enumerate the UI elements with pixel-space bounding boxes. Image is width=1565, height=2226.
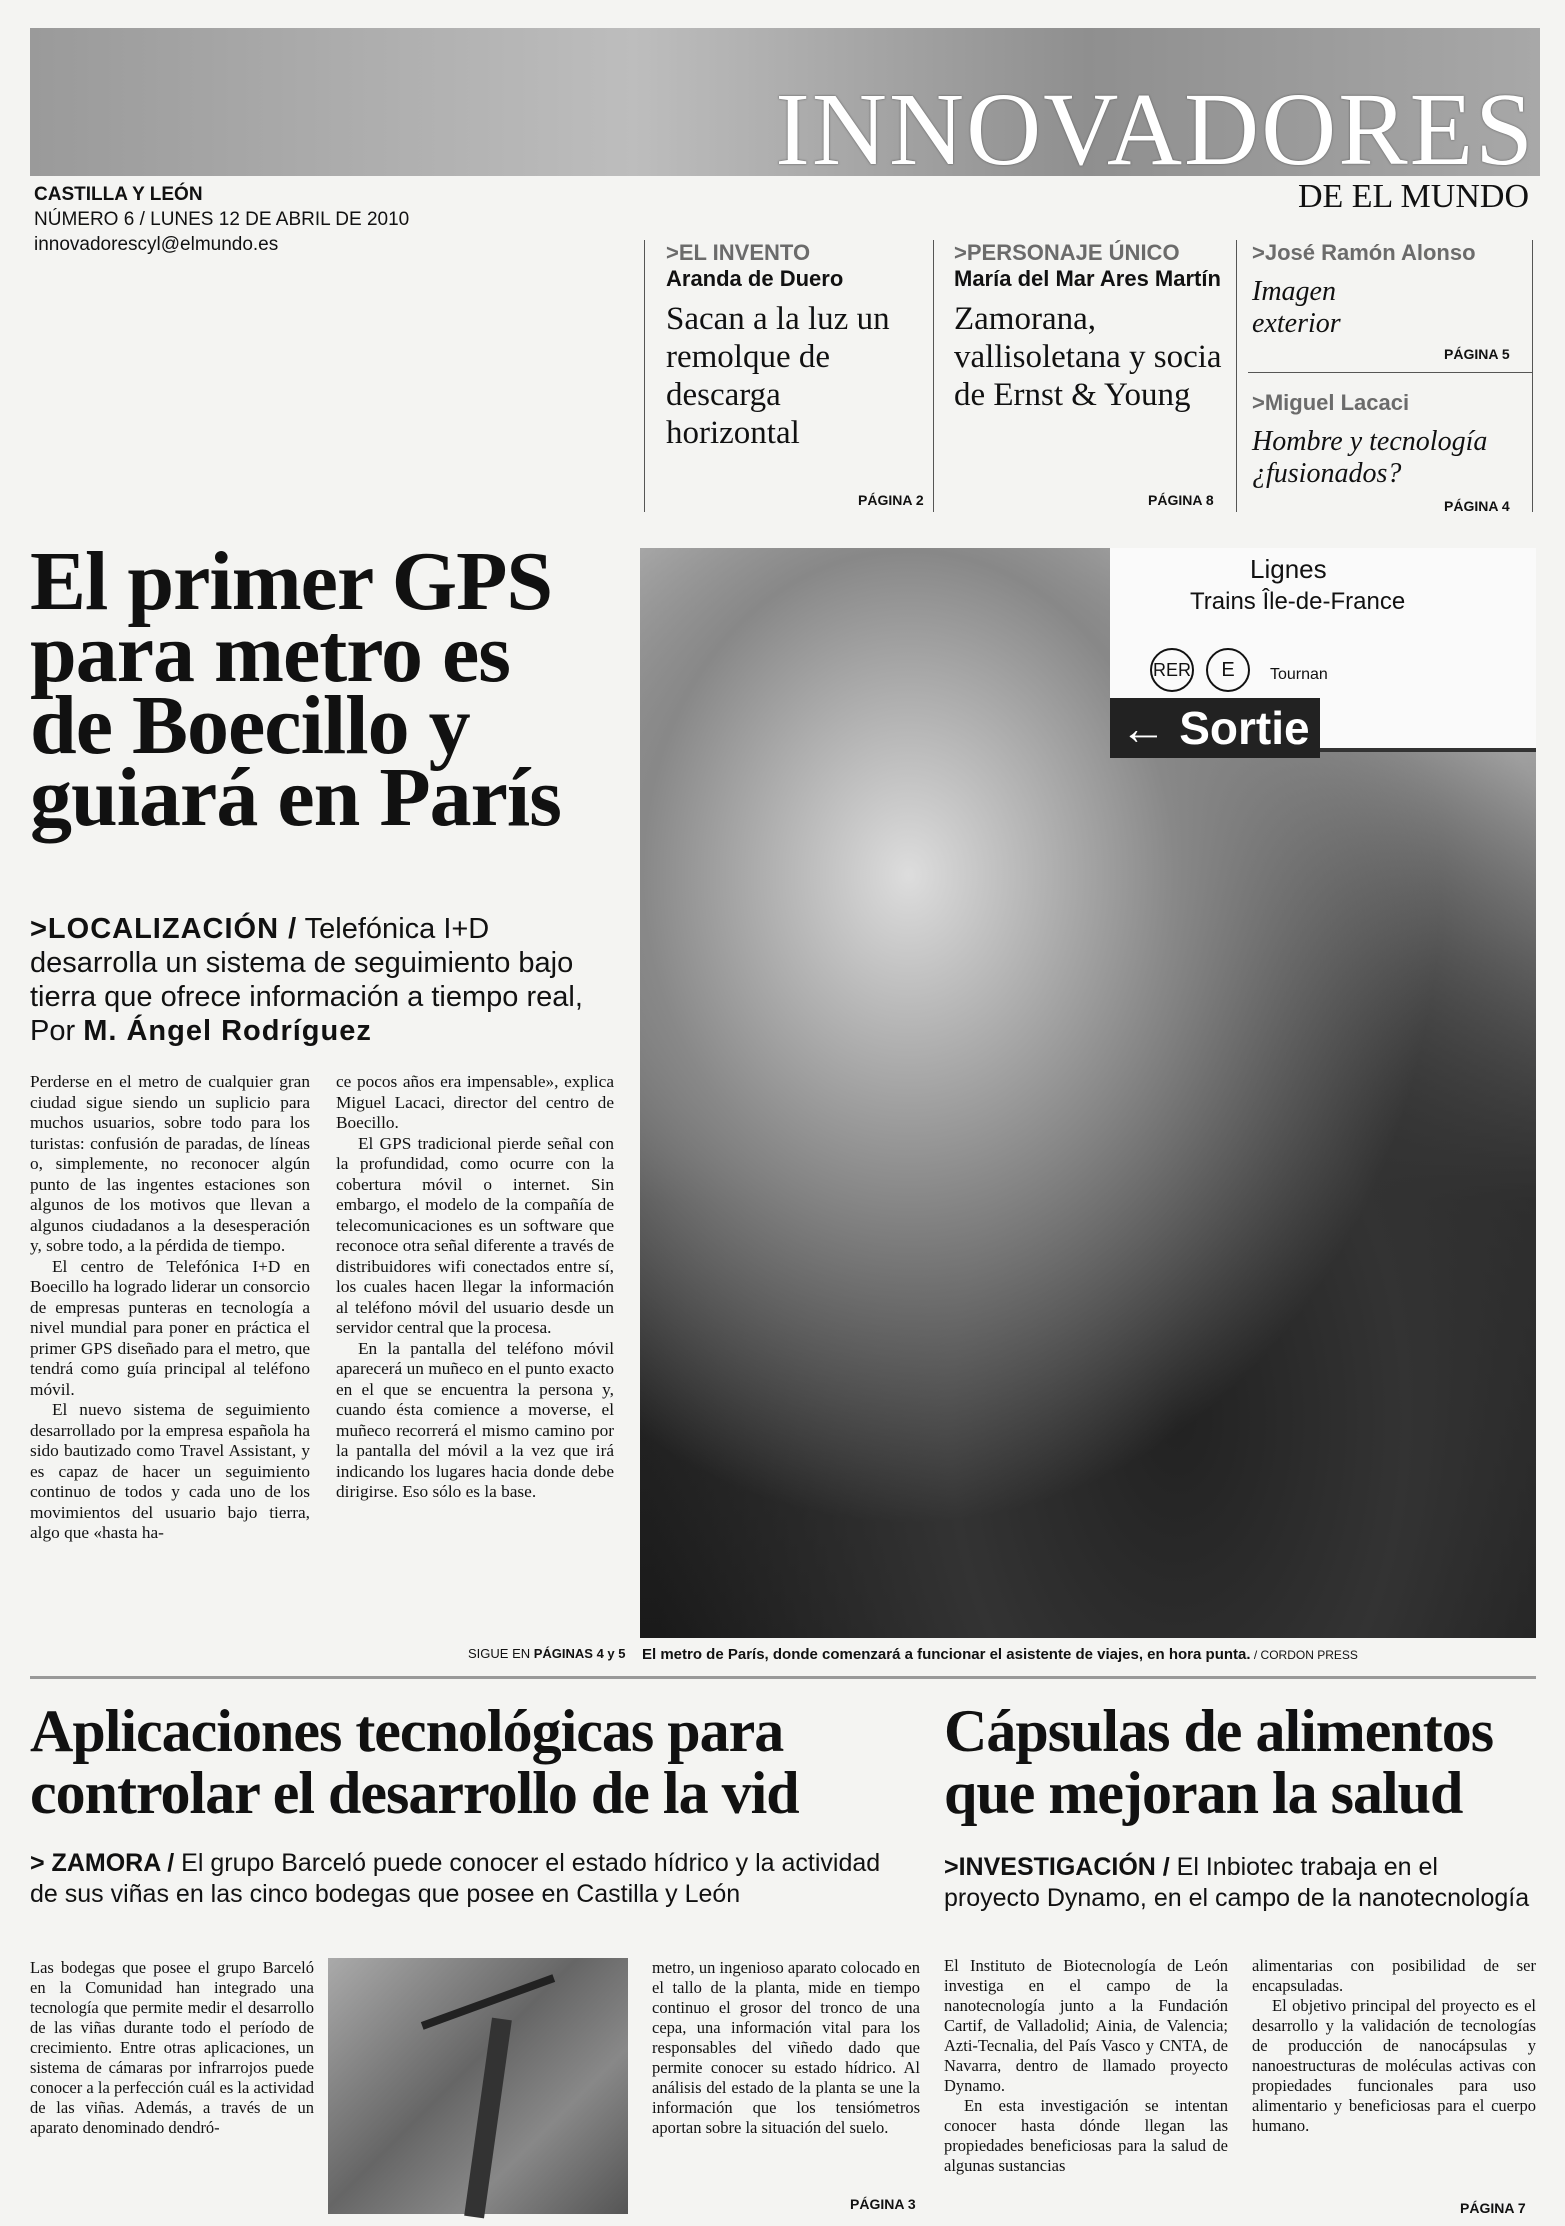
subhead-text: Telefónica I+D desarrolla un sistema de seguimiento bajo tierra que ofrece información a tiempo real, Por [30,913,583,1047]
sign-e: E [1206,648,1250,692]
paragraph: Perderse en el metro de cualquier gran ciudad sigue siendo un suplicio para muchos usuarios, sobre todo para los turistas: confusión de paradas, de líneas o, simplemente, no reconocer algún punto de las ingentes estaciones son algunos de los motivos que llevan a algunos ciudadanos a la desesperación y, sobre todo, a la pérdida de tiempo. [30,1072,310,1255]
vid-headline [30,1700,910,1824]
capsulas-subhead [944,1852,1534,1914]
vine-photo [328,1958,628,2214]
region: CASTILLA Y LEÓN [34,184,203,205]
sortie-sign: ← Sortie [1110,698,1320,758]
headline-line: guiará en París [30,751,561,844]
divider [1236,240,1237,512]
capsulas-column-1 [944,1956,1228,2176]
divider [1532,240,1533,512]
divider [1248,372,1532,373]
sign-lines: Lignes [1250,554,1327,584]
headline-line: Aplicaciones tecnológicas para [30,1698,784,1764]
paragraph: alimentarias con posibilidad de ser encapsuladas. [1252,1956,1536,1995]
sign-rer: RER [1150,648,1194,692]
teaser-title: Imagen exterior [1252,276,1341,339]
divider [933,240,934,512]
author: M. Ángel Rodríguez [83,1015,372,1047]
paragraph: En la pantalla del teléfono móvil aparecerá un muñeco en el punto exacto en el que se encuentra la persona y, cuando ésta comience a moverse, el muñeco recorrerá el mismo camino por la pantalla del móvil a la vez que irá indicando los lugares hacia donde debe dirigirse. Eso sólo es la base. [336,1338,614,1501]
section-tag: >INVESTIGACIÓN / [944,1853,1170,1881]
publication-info [34,182,409,257]
section-tag: > ZAMORA / [30,1849,175,1877]
paragraph: El nuevo sistema de seguimiento desarrollado por la empresa española ha sido bautizado como Travel Assistant, y es capaz de hacer un seguimiento continuo de todos y cada uno de los movimientos del usuario bajo tierra, algo que «hasta ha- [30,1400,310,1542]
sign-trains: Trains Île-de-France [1190,588,1406,615]
vine-cane [421,1974,555,2029]
teaser-page: PÁGINA 4 [1444,498,1510,514]
paragraph: El centro de Telefónica I+D en Boecillo ha logrado liderar un consorcio de empresas punteras en tecnología a nivel mundial para poner en práctica el primer GPS diseñado para el metro, que tendrá como guía principal al teléfono móvil. [30,1256,310,1399]
teaser-title: Sacan a la luz un remolque de descarga horizontal [666,301,890,451]
caption-text: El metro de París, donde comenzará a funcionar el asistente de viajes, en hora punta. [642,1646,1251,1663]
teaser-page: PÁGINA 8 [1148,492,1214,508]
teaser-column-2[interactable] [1252,390,1522,490]
vid-column-1 [30,1958,314,2138]
main-subhead [30,912,590,1048]
capsulas-page: PÁGINA 7 [1460,2200,1526,2216]
teaser-title: Zamorana, vallisoletana y socia de Ernst & Young [954,301,1222,413]
teaser-sub: María del Mar Ares Martín [954,266,1221,291]
photo-caption [642,1646,1358,1663]
masthead-title: INNOVADORES [775,72,1535,187]
teaser-page: PÁGINA 2 [858,492,924,508]
subhead-text: El grupo Barceló puede conocer el estado hídrico y la actividad de sus viñas en las cinco bodegas que posee en Castilla y León [30,1849,881,1908]
teaser-kicker: >Miguel Lacaci [1252,390,1410,415]
capsulas-headline [944,1700,1544,1824]
teaser-page: PÁGINA 5 [1444,346,1510,362]
teaser-column-1[interactable] [1252,240,1522,340]
teaser-kicker: >PERSONAJE ÚNICO [954,240,1180,265]
subhead-text: El Inbiotec trabaja en el proyecto Dynamo, en el campo de la nanotecnología [944,1853,1530,1912]
headline-line: Cápsulas de alimentos [944,1698,1494,1764]
paragraph: metro, un ingenioso aparato colocado en el tallo de la planta, mide en tiempo continuo el grosor del tronco de una cepa, una información vital para los responsables del viñedo dado que permite conocer su estado hídrico. Al análisis del estado de la planta se une la información que los tensiómetros aportan sobre la situación del suelo. [652,1958,920,2137]
main-headline [30,535,630,844]
sign-tournan: Tournan [1270,666,1328,683]
teaser-title: Hombre y tecnología ¿fusionados? [1252,426,1488,489]
teaser-invento[interactable] [666,240,921,510]
headline-line: controlar el desarrollo de la vid [30,1760,799,1826]
teaser-kicker: >EL INVENTO [666,240,811,265]
paragraph: ce pocos años era impensable», explica Miguel Lacaci, director del centro de Boecillo. [336,1072,614,1132]
headline-line: de Boecillo y [30,679,470,772]
capsulas-column-2 [1252,1956,1536,2136]
paragraph: El GPS tradicional pierde señal con la profundidad, como ocurre con la cobertura móvil o internet. Sin embargo, el modelo de la compañía de telecomunicaciones es un software que reconoce otra señal diferente a través de distribuidores wifi conectados entre sí, los cuales hacen llegar la información al teléfono móvil del usuario desde un servidor central que la procesa. [336,1133,614,1337]
vine-stem [464,2018,512,2219]
divider [644,240,645,512]
metro-photo [640,548,1536,1638]
paragraph: En esta investigación se intentan conocer hasta dónde llegan las propiedades beneficiosas para la salud de algunas sustancias [944,2096,1228,2175]
headline-line: para metro es [30,607,510,700]
section-tag: >LOCALIZACIÓN / [30,913,298,945]
vid-column-2 [652,1958,920,2138]
headline-line: que mejoran la salud [944,1760,1463,1826]
teaser-kicker: >José Ramón Alonso [1252,240,1476,265]
main-column-2 [336,1072,614,1503]
continue-ref[interactable] [468,1646,626,1661]
headline-line: El primer GPS [30,535,553,628]
teaser-sub: Aranda de Duero [666,266,844,291]
vid-page: PÁGINA 3 [850,2196,916,2212]
paragraph: Las bodegas que posee el grupo Barceló en la Comunidad han integrado una tecnología que permite medir el desarrollo de las viñas durante todo el período de crecimiento. Entre otras aplicaciones, un sistema de cámaras por infrarrojos puede conocer a la perfección cuál es la actividad de las viñas. Además, a través de un aparato denominado dendró- [30,1958,314,2137]
masthead-subtitle: DE EL MUNDO [1297,178,1529,215]
teaser-personaje[interactable] [954,240,1224,510]
vid-subhead [30,1848,910,1910]
photo-credit: / CORDON PRESS [1250,1648,1358,1662]
issue-line: NÚMERO 6 / LUNES 12 DE ABRIL DE 2010 [34,209,410,230]
section-divider [30,1676,1536,1679]
paragraph: El objetivo principal del proyecto es el desarrollo y la validación de tecnologías de producción de nanocápsulas y nanoestructuras de moléculas activas con propiedades funcionales para uso alimentario y beneficiosas para el cuerpo humano. [1252,1996,1536,2135]
main-column-1 [30,1072,310,1544]
continue-pages: PÁGINAS 4 y 5 [533,1646,626,1661]
email: innovadorescyl@elmundo.es [34,234,279,255]
continue-prefix: SIGUE EN [468,1646,534,1661]
paragraph: El Instituto de Biotecnología de León investiga en el campo de la nanotecnología junto a la Fundación Cartif, de Valladolid; Ainia, de Valencia; Azti-Tecnalia, del País Vasco y CNTA, de Navarra, dentro de llamado proyecto Dynamo. [944,1956,1228,2095]
